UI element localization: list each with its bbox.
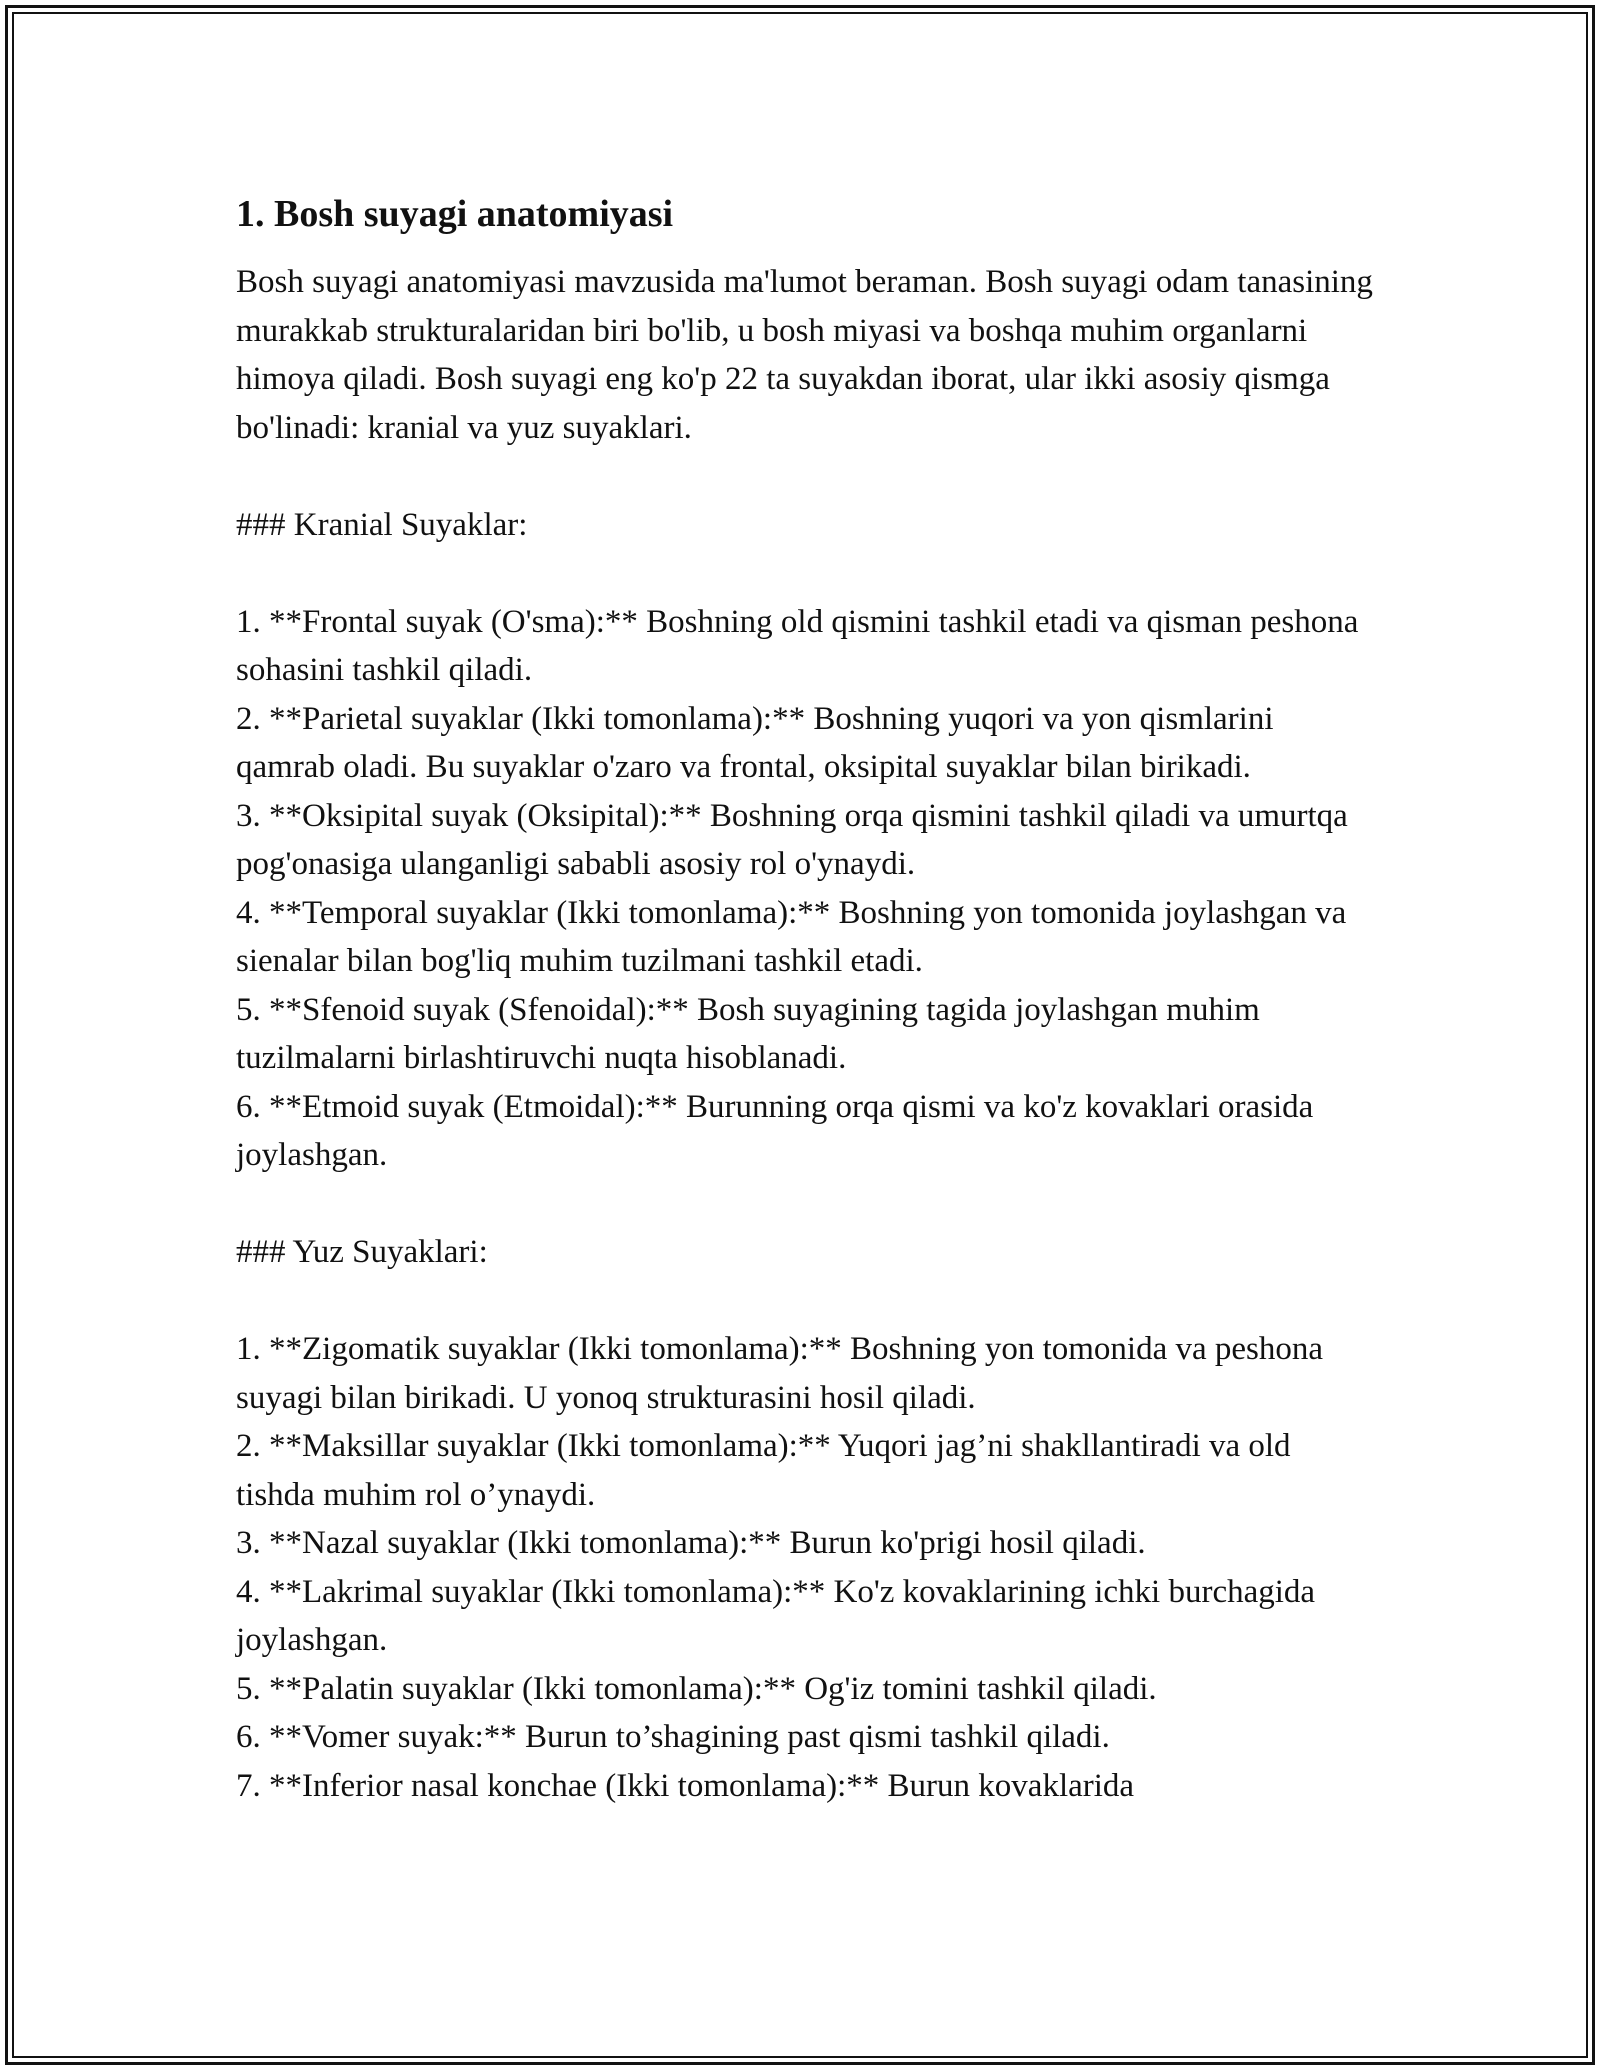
document-title: 1. Bosh suyagi anatomiyasi: [236, 193, 674, 235]
list-item: 4. **Temporal suyaklar (Ikki tomonlama):** Boshning yon tomonida joylashgan va sienalar bilan bog'liq muhim tuzilmani tashkil etadi.: [236, 894, 1347, 979]
list-item: 7. **Inferior nasal konchae (Ikki tomonlama):** Burun kovaklarida: [236, 1767, 1135, 1804]
spacer: [236, 1277, 1376, 1326]
cranial-list: [236, 598, 1376, 1180]
face-heading: ### Yuz Suyaklari:: [236, 1234, 488, 1270]
list-item: 6. **Vomer suyak:** Burun to’shagining past qismi tashkil qiladi.: [236, 1719, 1110, 1755]
list-item: 6. **Etmoid suyak (Etmoidal):** Burunning orqa qismi va ko'z kovaklari orasida joylashgan.: [236, 1088, 1314, 1173]
spacer: [236, 549, 1376, 598]
spacer: [236, 452, 1376, 501]
list-item: 3. **Oksipital suyak (Oksipital):** Boshning orqa qismini tashkil qiladi va umurtqa pog'onasiga ulanganligi sababli asosiy rol o'ynaydi.: [236, 797, 1348, 882]
list-item: 2. **Parietal suyaklar (Ikki tomonlama):** Boshning yuqori va yon qismlarini qamrab oladi. Bu suyaklar o'zaro va frontal, oksipital suyaklar bilan birikadi.: [236, 700, 1274, 785]
cranial-heading: ### Kranial Suyaklar:: [236, 506, 528, 543]
list-item: 1. **Frontal suyak (O'sma):** Boshning old qismini tashkil etadi va qisman peshona sohasini tashkil qiladi.: [236, 603, 1359, 688]
list-item: 2. **Maksillar suyaklar (Ikki tomonlama):** Yuqori jag’ni shakllantiradi va old tishda muhim rol o’ynaydi.: [236, 1428, 1291, 1513]
face-list: [236, 1325, 1376, 1810]
list-item: 5. **Palatin suyaklar (Ikki tomonlama):** Og'iz tomini tashkil qiladi.: [236, 1670, 1157, 1707]
list-item: 5. **Sfenoid suyak (Sfenoidal):** Bosh suyagining tagida joylashgan muhim tuzilmalarni birlashtiruvchi nuqta hisoblanadi.: [236, 991, 1260, 1076]
list-item: 4. **Lakrimal suyaklar (Ikki tomonlama):** Ko'z kovaklarining ichki burchagida joylashgan.: [236, 1573, 1316, 1658]
spacer: [236, 1180, 1376, 1229]
intro-paragraph: Bosh suyagi anatomiyasi mavzusida ma'lumot beraman. Bosh suyagi odam tanasining murakkab strukturalaridan biri bo'lib, u bosh miyasi va boshqa muhim organlarni himoya qiladi. Bosh suyagi eng ko'p 22 ta suyakdan iborat, ular ikki asosiy qismga bo'linadi: kranial va yuz suyaklari.: [236, 264, 1373, 446]
list-item: 3. **Nazal suyaklar (Ikki tomonlama):** Burun ko'prigi hosil qiladi.: [236, 1525, 1146, 1561]
document-body: [236, 188, 1376, 1810]
list-item: 1. **Zigomatik suyaklar (Ikki tomonlama):** Boshning yon tomonida va peshona suyagi bilan birikadi. U yonoq strukturasini hosil qiladi.: [236, 1331, 1324, 1416]
